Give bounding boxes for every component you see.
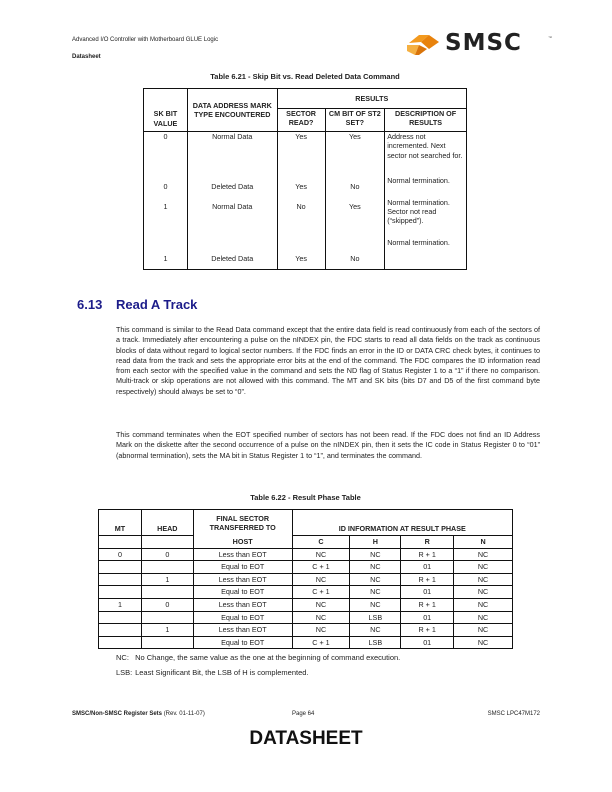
cell-final: Less than EOT [193,548,292,561]
footer-part-number: SMSC LPC47M172 [487,711,540,717]
header-description: DESCRIPTION OF RESULTS [385,109,467,132]
table-row [99,636,513,649]
cell-h: LSB [350,636,401,649]
cell-sector: Yes [277,238,325,270]
header-cm-bit: CM BIT OF ST2 SET? [325,109,385,132]
page-number: Page 64 [292,711,315,717]
cell-r: 01 [401,636,454,649]
document-subtitle: Datasheet [72,54,101,60]
document-title: Advanced I/O Controller with Motherboard GLUE Logic [72,37,219,43]
cell-c: NC [292,548,350,561]
cell-n: NC [454,561,513,574]
cell-r: R + 1 [401,598,454,611]
cell-sector: No [277,198,325,238]
header-h: H [350,536,401,549]
cell-cm: No [325,238,385,270]
cell-n: NC [454,611,513,624]
cell-c: NC [292,611,350,624]
cell-head: 1 [141,573,193,586]
note-text: Least Significant Bit, the LSB of H is complemented. [135,668,309,677]
cell-mt: 0 [99,548,142,561]
cell-h: NC [350,598,401,611]
cell-final: Equal to EOT [193,611,292,624]
cell-n: NC [454,548,513,561]
datasheet-banner: DATASHEET [249,728,363,749]
cell-head [141,586,193,599]
table2-caption: Table 6.22 - Result Phase Table [250,493,361,502]
table-row [99,561,513,574]
cell-dam: Normal Data [187,132,277,176]
footer-doc: SMSC/Non-SMSC Register Sets [72,711,163,717]
cell-mt [99,561,142,574]
cell-head [141,561,193,574]
header-head: HEAD [141,510,193,536]
table-row [144,176,467,198]
logo-wordmark: SMSC [445,30,522,56]
table-row [99,624,513,637]
table-row [144,198,467,238]
cell-mt [99,586,142,599]
cell-dam: Deleted Data [187,176,277,198]
note-text: No Change, the same value as the one at the beginning of command execution. [135,653,401,662]
header-sector-read: SECTOR READ? [277,109,325,132]
cell-final: Less than EOT [193,573,292,586]
cell-n: NC [454,636,513,649]
header-id-info: ID INFORMATION AT RESULT PHASE [292,510,512,536]
header-r: R [401,536,454,549]
header-n: N [454,536,513,549]
trademark: ™ [548,35,552,40]
cell-n: NC [454,573,513,586]
header-sk-bit: SK BIT VALUE [144,89,188,132]
cell-h: LSB [350,611,401,624]
cell-dam: Normal Data [187,198,277,238]
header-results: RESULTS [277,89,466,109]
header-host: HOST [193,536,292,549]
cell-h: NC [350,573,401,586]
cell-final: Equal to EOT [193,636,292,649]
table-row [144,238,467,270]
cell-cm: Yes [325,198,385,238]
table-row [99,548,513,561]
cell-mt [99,636,142,649]
footer-left [72,711,205,717]
header-final-sector: FINAL SECTOR TRANSFERRED TO [193,510,292,536]
cell-mt: 1 [99,598,142,611]
cell-r: 01 [401,611,454,624]
cell-n: NC [454,598,513,611]
cell-final: Equal to EOT [193,586,292,599]
footer-rev: (Rev. 01-11-07) [163,711,205,717]
cell-c: NC [292,624,350,637]
cell-mt [99,611,142,624]
cell-head: 0 [141,548,193,561]
cell-c: C + 1 [292,586,350,599]
header-c: C [292,536,350,549]
cell-cm: No [325,176,385,198]
cell-h: NC [350,624,401,637]
cell-r: 01 [401,586,454,599]
cell-r: R + 1 [401,624,454,637]
cell-h: NC [350,548,401,561]
cell-h: NC [350,586,401,599]
result-phase-table [98,509,513,649]
note-nc [116,653,400,662]
smsc-logo [405,30,565,57]
header-mt: MT [99,510,142,536]
cell-sector: Yes [277,176,325,198]
smsc-logo-icon [405,33,441,57]
cell-sk: 0 [144,132,188,176]
cell-head [141,611,193,624]
cell-mt [99,624,142,637]
header-dam: DATA ADDRESS MARK TYPE ENCOUNTERED [187,89,277,132]
section-number: 6.13 [77,297,103,312]
cell-sector: Yes [277,132,325,176]
cell-c: NC [292,598,350,611]
note-key: NC: [116,653,129,662]
cell-sk: 1 [144,198,188,238]
cell-final: Less than EOT [193,598,292,611]
cell-head [141,636,193,649]
note-key: LSB: [116,668,133,677]
cell-c: C + 1 [292,561,350,574]
cell-sk: 1 [144,238,188,270]
section-title: Read A Track [116,297,198,312]
cell-n: NC [454,624,513,637]
cell-final: Less than EOT [193,624,292,637]
cell-head: 1 [141,624,193,637]
cell-desc: Normal termination. Sector not read (“skipped”). [385,198,467,238]
skip-bit-table [143,88,467,270]
table-row [99,586,513,599]
cell-final: Equal to EOT [193,561,292,574]
table1-caption: Table 6.21 - Skip Bit vs. Read Deleted Data Command [210,72,400,81]
cell-desc: Normal termination. [385,176,467,198]
cell-r: R + 1 [401,573,454,586]
cell-c: C + 1 [292,636,350,649]
note-lsb [116,668,309,677]
paragraph: This command terminates when the EOT specified number of sectors has not been read. If the FDC does not find an ID Address Mark on the diskette after the second occurrence of a pulse on the nINDEX pin, then it sets the IC code in Status Register 0 to “01” (abnormal termination), sets the MA bit in Status Register 1 to “1”, and terminates the command. [116,430,540,460]
table-row [99,573,513,586]
cell-r: R + 1 [401,548,454,561]
table-row [144,132,467,176]
cell-dam: Deleted Data [187,238,277,270]
cell-h: NC [350,561,401,574]
table-row [99,598,513,611]
cell-mt [99,573,142,586]
cell-c: NC [292,573,350,586]
cell-desc: Normal termination. [385,238,467,270]
cell-cm: Yes [325,132,385,176]
cell-n: NC [454,586,513,599]
table-row [99,611,513,624]
section-heading [77,297,197,312]
cell-desc: Address not incremented. Next sector not searched for. [385,132,467,176]
paragraph: This command is similar to the Read Data command except that the entire data field is read continuously from each of the sectors of a track. Immediately after encountering a pulse on the nINDEX pin, the FDC starts to read all data fields on the track as continuous blocks of data without regard to logical sector numbers. If the FDC finds an error in the ID or DATA CRC check bytes, it continues to read data from the track and sets the appropriate error bits at the end of the command. The FDC compares the ID information read from each sector with the specified value in the command and sets the ND flag of Status Register 1 to a “1” if there no comparison. Multi-track or skip operations are not allowed with this command. The MT and SK bits (bits D7 and D5 of the first command byte respectively) should always be set to “0”. [116,325,540,396]
cell-r: 01 [401,561,454,574]
cell-head: 0 [141,598,193,611]
cell-sk: 0 [144,176,188,198]
